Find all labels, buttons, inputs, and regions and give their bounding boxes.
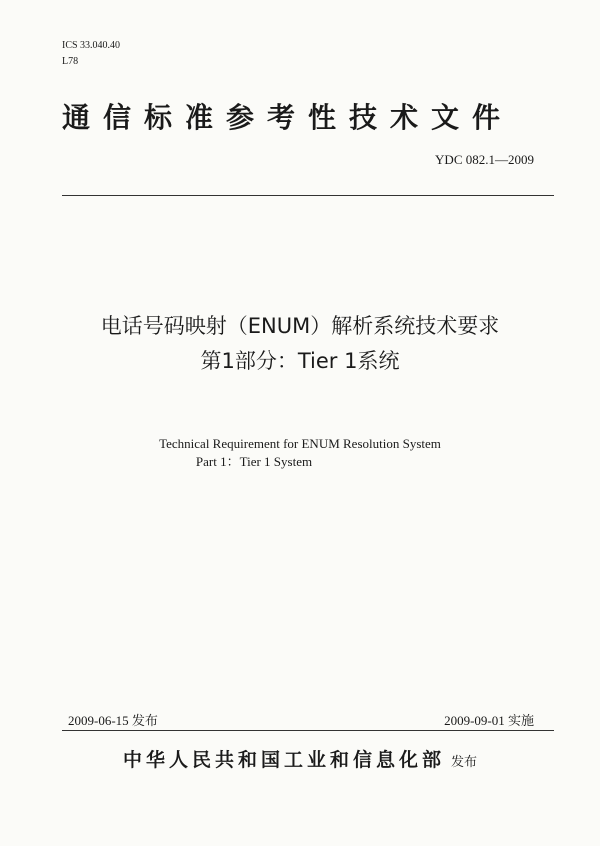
chinese-title-line-1: 电话号码映射（ENUM）解析系统技术要求: [100, 314, 500, 338]
ics-code: ICS 33.040.40: [62, 40, 121, 51]
classification-code: L78: [62, 56, 79, 67]
classification-block: [62, 38, 120, 70]
chinese-title-line-2: 第1部分：Tier 1系统: [200, 349, 400, 373]
standard-code: YDC 082.1—2009: [435, 152, 534, 167]
english-title-line-2: Part 1：Tier 1 System: [195, 454, 313, 469]
english-title-line-1: Technical Requirement for ENUM Resolution System: [159, 436, 441, 451]
issuer-block: [0, 745, 600, 772]
implementation-date: 2009-09-01 实施: [444, 713, 534, 728]
issuer-suffix: 发布: [451, 755, 478, 770]
issue-date: 2009-06-15 发布: [68, 713, 158, 728]
footer-divider: [62, 730, 554, 731]
header-divider: [62, 195, 554, 196]
document-type-heading: 通信标准参考性技术文件: [62, 101, 514, 134]
issuer-name: 中华人民共和国工业和信息化部: [122, 749, 445, 771]
